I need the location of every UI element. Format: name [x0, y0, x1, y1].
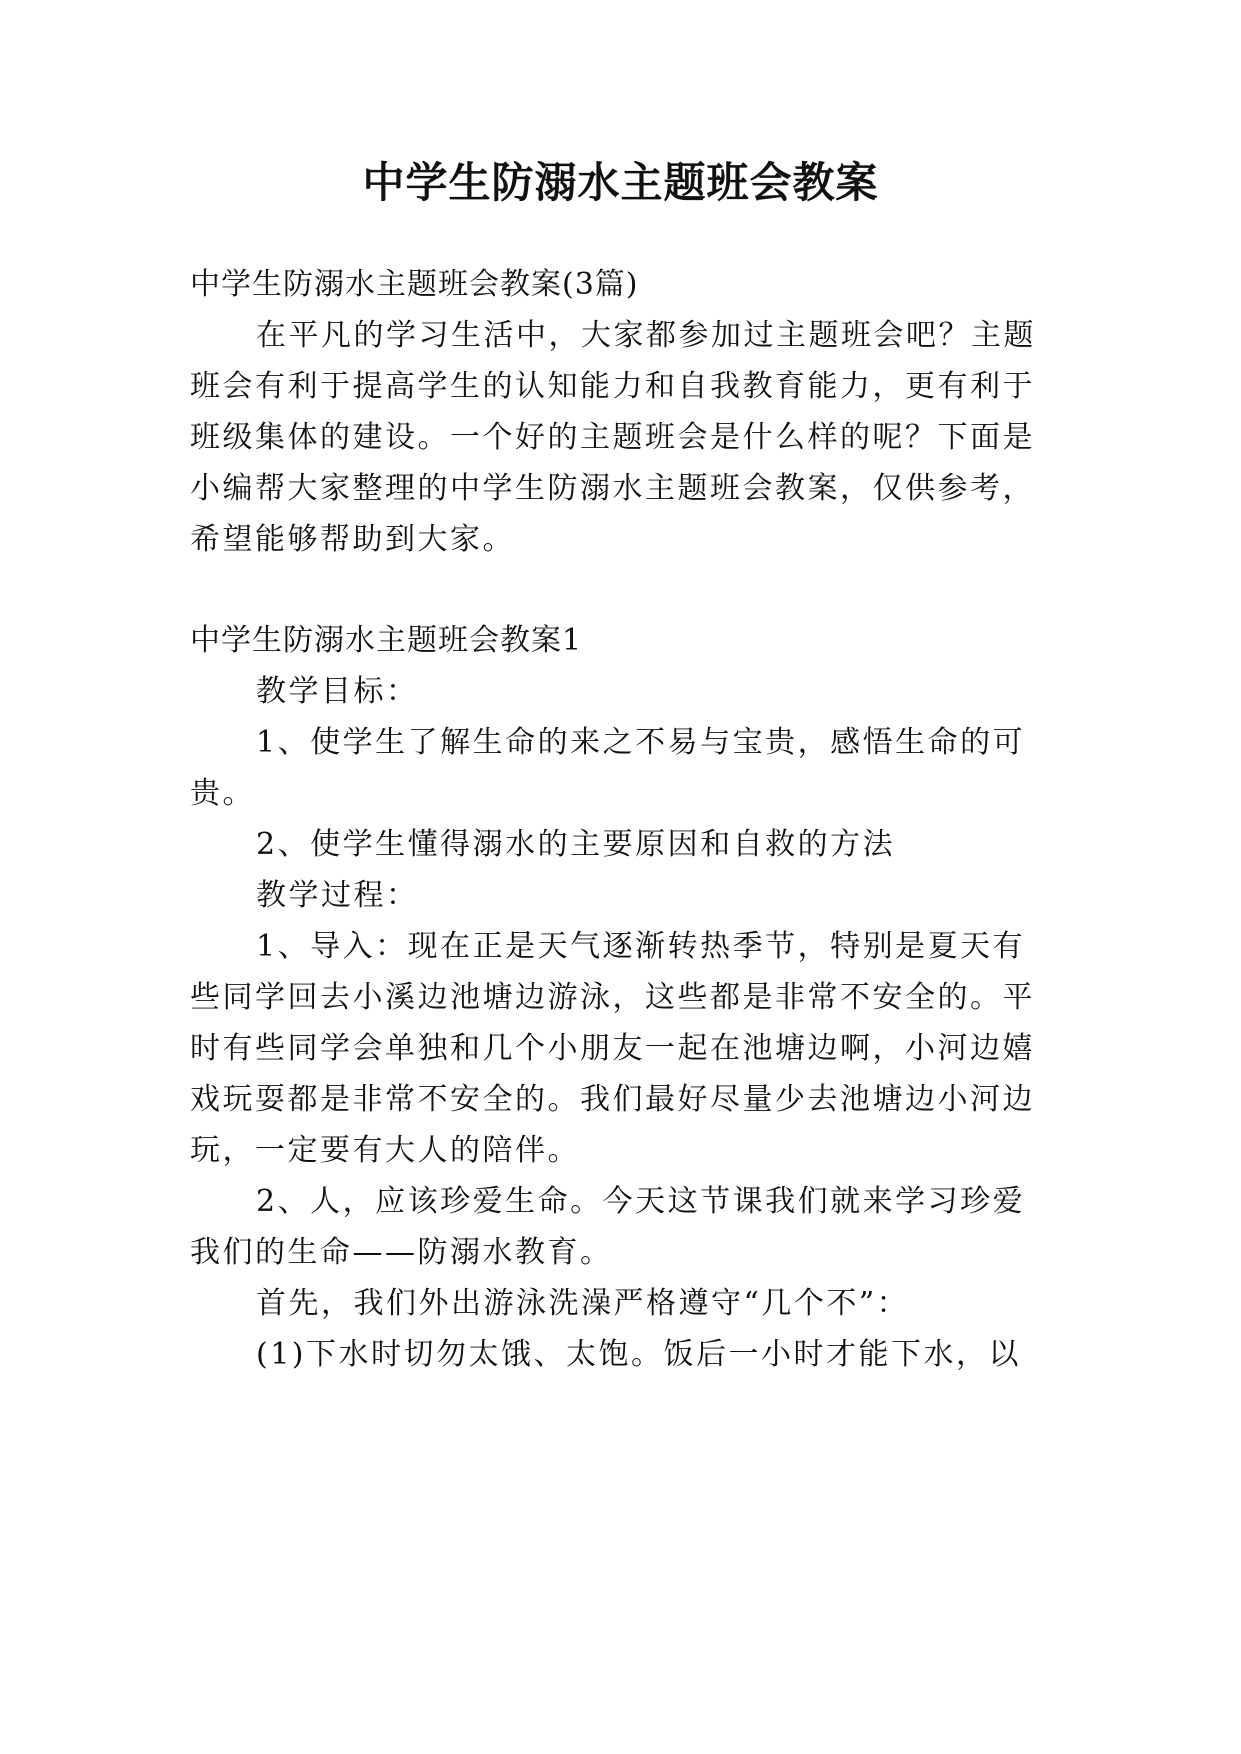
body-line: 贵。: [190, 776, 255, 811]
document-title: 中学生防溺水主题班会教案: [362, 158, 879, 207]
intro-line: 班级集体的建设。一个好的主题班会是什么样的呢？下面是: [190, 420, 1035, 455]
body-line: (1)下水时切勿太饿、太饱。饭后一小时才能下水，以: [256, 1337, 1021, 1372]
body-line: 教学目标：: [256, 674, 419, 709]
intro-line: 小编帮大家整理的中学生防溺水主题班会教案，仅供参考，: [190, 471, 1035, 506]
body-line: 1、使学生了解生命的来之不易与宝贵，感悟生命的可: [256, 725, 1026, 760]
body-line: 2、使学生懂得溺水的主要原因和自救的方法: [256, 827, 896, 862]
body-line: 1、导入：现在正是天气逐渐转热季节，特别是夏天有: [256, 929, 1026, 964]
body-line: 教学过程：: [256, 878, 419, 913]
body-line: 时有些同学会单独和几个小朋友一起在池塘边啊，小河边嬉: [190, 1031, 1035, 1066]
body-line: 我们的生命——防溺水教育。: [190, 1235, 613, 1270]
intro-line: 在平凡的学习生活中，大家都参加过主题班会吧？主题: [256, 318, 1036, 353]
body-line: 2、人，应该珍爱生命。今天这节课我们就来学习珍爱: [256, 1184, 1026, 1219]
body-line: 戏玩耍都是非常不安全的。我们最好尽量少去池塘边小河边: [190, 1082, 1035, 1117]
document-subtitle: 中学生防溺水主题班会教案(3篇): [190, 267, 639, 302]
body-line: 首先，我们外出游泳洗澡严格遵守“几个不”：: [256, 1286, 910, 1321]
intro-line: 希望能够帮助到大家。: [190, 522, 515, 557]
intro-line: 班会有利于提高学生的认知能力和自我教育能力，更有利于: [190, 369, 1035, 404]
body-line: 些同学回去小溪边池塘边游泳，这些都是非常不安全的。平: [190, 980, 1035, 1015]
section-heading: 中学生防溺水主题班会教案1: [190, 623, 583, 658]
body-line: 玩，一定要有大人的陪伴。: [190, 1133, 580, 1168]
